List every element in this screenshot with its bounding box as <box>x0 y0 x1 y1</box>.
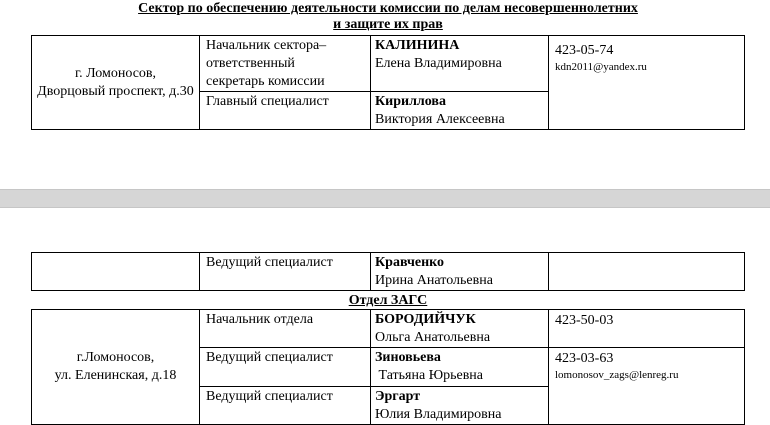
position-cell <box>200 310 371 348</box>
section2-title: Отдел ЗАГС <box>348 293 428 308</box>
given-names: Виктория Алексеевна <box>375 112 505 127</box>
address-line: ул. Еленинская, д.18 <box>54 368 177 383</box>
name-cell <box>371 253 549 291</box>
given-names: Елена Владимировна <box>375 56 502 71</box>
position-line: Главный специалист <box>206 94 329 109</box>
section1-address <box>32 36 200 130</box>
surname: БОРОДИЙЧУК <box>375 312 476 327</box>
position-cell <box>200 387 371 425</box>
position-cell <box>200 92 371 130</box>
name-cell <box>371 310 549 348</box>
section1-title <box>0 1 770 33</box>
section2-table <box>31 309 745 425</box>
contact-cell <box>549 253 745 291</box>
given-names: Татьяна Юрьевна <box>375 368 484 383</box>
address-line: г. Ломоносов, <box>74 65 157 81</box>
name-cell <box>371 387 549 425</box>
name-cell <box>371 92 549 130</box>
contact-cell <box>549 310 745 348</box>
surname: Кириллова <box>375 94 446 109</box>
address-line: Дворцовый проспект, д.30 <box>37 83 194 99</box>
section1-title-line1: Сектор по обеспечению деятельности комиссии по делам несовершеннолетних <box>138 1 638 16</box>
position-line: секретарь комиссии <box>206 74 325 89</box>
contact-cell <box>549 36 745 130</box>
email-address: kdn2011@yandex.ru <box>555 61 647 73</box>
section2-address <box>32 310 200 425</box>
contact-cell <box>549 348 745 425</box>
section1-title-line2: и защите их прав <box>333 17 443 32</box>
position-line: Начальник сектора– <box>206 38 327 53</box>
surname: Эргарт <box>375 389 421 404</box>
position-line: Начальник отдела <box>206 312 314 327</box>
continuation-table <box>31 252 745 291</box>
surname: Кравченко <box>375 255 445 270</box>
given-names: Ирина Анатольевна <box>375 273 493 288</box>
given-names: Юлия Владимировна <box>375 407 502 422</box>
phone-number: 423-03-63 <box>555 351 614 366</box>
position-cell <box>200 253 371 291</box>
position-cell <box>200 348 371 387</box>
position-line: ответственный <box>206 56 295 71</box>
given-names: Ольга Анатольевна <box>375 330 491 345</box>
section1-table <box>31 35 745 130</box>
surname: Зиновьева <box>375 350 441 365</box>
address-cell <box>32 253 200 291</box>
position-line: Ведущий специалист <box>206 255 333 270</box>
page-break <box>0 189 770 208</box>
surname: КАЛИНИНА <box>375 38 460 53</box>
phone-number: 423-50-03 <box>555 313 614 328</box>
position-line: Ведущий специалист <box>206 389 333 404</box>
name-cell <box>371 36 549 92</box>
address-line: г.Ломоносов, <box>76 350 155 365</box>
name-cell <box>371 348 549 387</box>
position-line: Ведущий специалист <box>206 350 333 365</box>
position-cell <box>200 36 371 92</box>
email-address: lomonosov_zags@lenreg.ru <box>555 369 679 381</box>
phone-number: 423-05-74 <box>555 43 614 58</box>
